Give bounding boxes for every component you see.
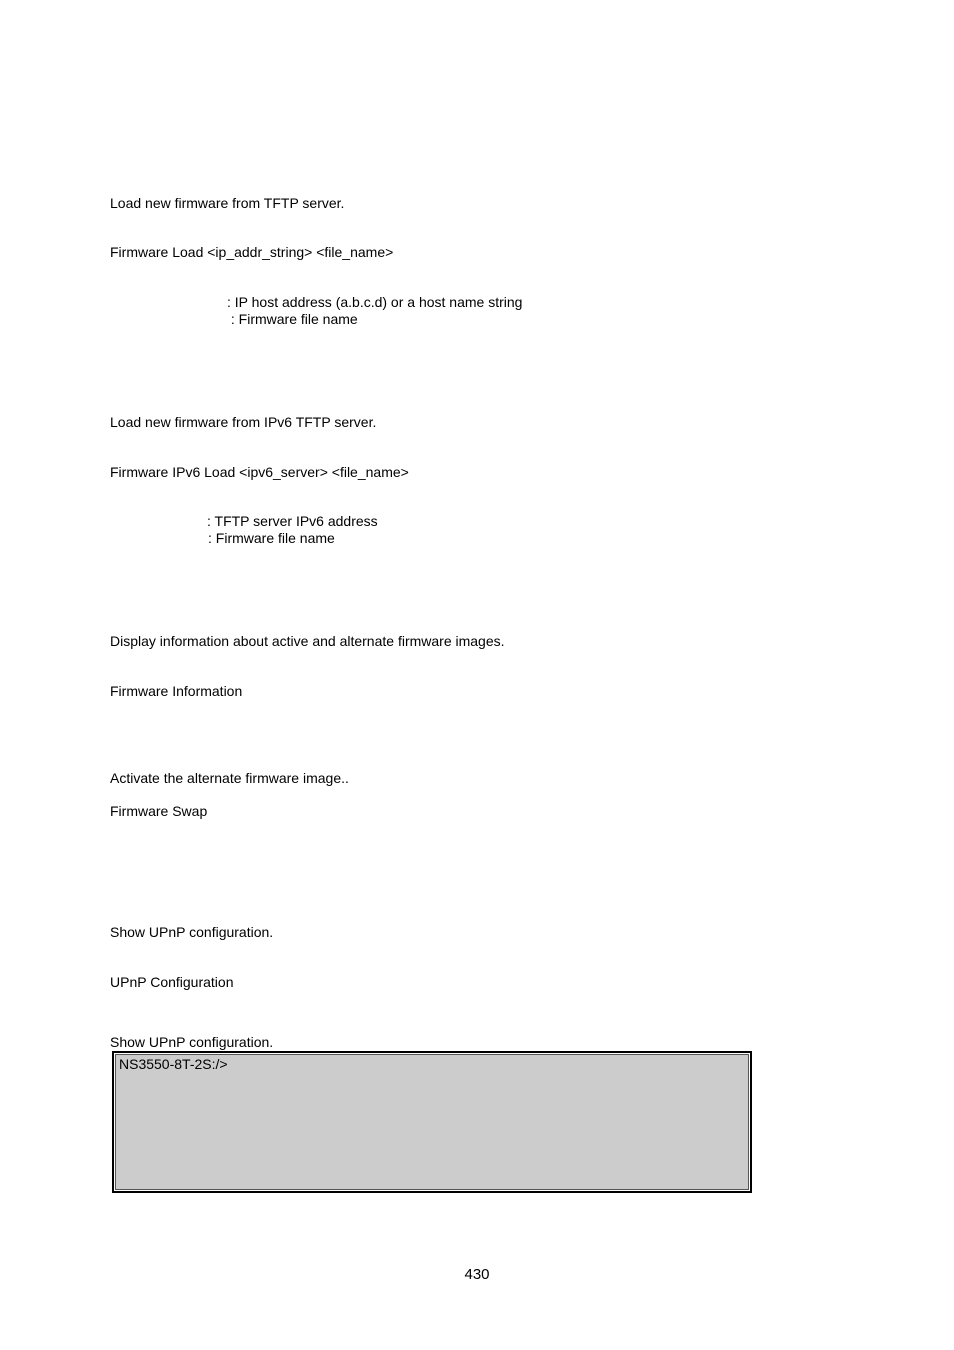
param-ip-addr-string: : IP host address (a.b.c.d) or a host name string <box>227 294 523 310</box>
firmware-swap-description: Activate the alternate firmware image.. <box>110 770 349 786</box>
cli-prompt: NS3550-8T-2S:/> <box>119 1056 228 1072</box>
firmware-information-syntax: Firmware Information <box>110 683 243 699</box>
example-caption: Show UPnP configuration. <box>110 1034 274 1050</box>
param-ipv6-server: : TFTP server IPv6 address <box>207 513 378 529</box>
param-ipv6-file-name: : Firmware file name <box>208 530 335 546</box>
firmware-load-syntax: Firmware Load <ip_addr_string> <file_name> <box>110 244 394 260</box>
firmware-ipv6-load-syntax: Firmware IPv6 Load <ipv6_server> <file_name> <box>110 464 409 480</box>
firmware-information-description: Display information about active and alternate firmware images. <box>110 633 505 649</box>
param-file-name: : Firmware file name <box>227 311 358 327</box>
page-number: 430 <box>464 1266 490 1283</box>
cli-example-box <box>112 1051 752 1193</box>
firmware-swap-syntax: Firmware Swap <box>110 803 208 819</box>
upnp-configuration-syntax: UPnP Configuration <box>110 974 234 990</box>
firmware-ipv6-load-description: Load new firmware from IPv6 TFTP server. <box>110 414 377 430</box>
firmware-load-description: Load new firmware from TFTP server. <box>110 195 345 211</box>
upnp-configuration-description: Show UPnP configuration. <box>110 924 274 940</box>
